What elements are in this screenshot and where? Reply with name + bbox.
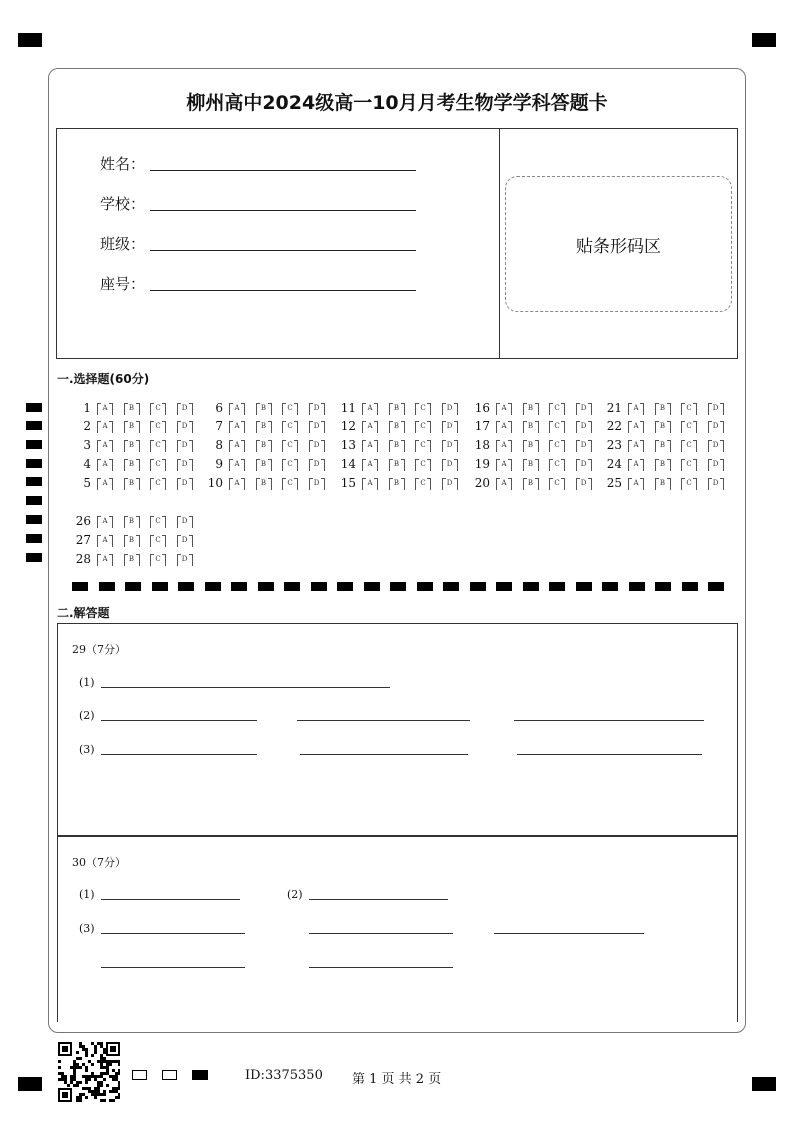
option-bubble-b[interactable]: B [124, 403, 140, 414]
option-bubble-c[interactable]: C [282, 459, 298, 470]
school-label: 学校： [100, 195, 146, 213]
timing-mark [26, 534, 42, 543]
q30-sub3-label: (3) [79, 922, 95, 935]
option-bubble-a[interactable]: A [628, 421, 644, 432]
option-bubble-c[interactable]: C [415, 459, 431, 470]
option-bubble-c[interactable]: C [150, 403, 166, 414]
separator-mark [629, 582, 645, 591]
separator-mark [443, 582, 459, 591]
question-number: 12 [340, 419, 356, 433]
corner-mark-top-right [752, 33, 776, 47]
option-bubble-b[interactable]: B [389, 421, 405, 432]
question-number: 14 [340, 457, 356, 471]
separator-mark [470, 582, 486, 591]
separator-mark [205, 582, 221, 591]
option-bubble-a[interactable]: A [97, 516, 113, 527]
option-bubble-b[interactable]: B [655, 403, 671, 414]
q30-sub3-line-d[interactable] [101, 967, 245, 968]
question-number: 18 [474, 438, 490, 452]
q29-sub1-label: (1) [79, 676, 95, 689]
option-bubble-c[interactable]: C [549, 459, 565, 470]
option-bubble-b[interactable]: B [256, 459, 272, 470]
option-bubble-b[interactable]: B [124, 440, 140, 451]
option-bubble-a[interactable]: A [362, 440, 378, 451]
option-bubble-b[interactable]: B [124, 516, 140, 527]
option-bubble-a[interactable]: A [97, 478, 113, 489]
card-id: ID:3375350 [245, 1068, 323, 1083]
option-bubble-b[interactable]: B [124, 535, 140, 546]
separator-mark [258, 582, 274, 591]
question-number: 1 [83, 401, 91, 415]
option-bubble-b[interactable]: B [523, 459, 539, 470]
option-bubble-a[interactable]: A [628, 478, 644, 489]
class-field[interactable] [150, 250, 416, 251]
barcode-sticker-area [505, 176, 732, 312]
question-number: 26 [75, 514, 91, 528]
option-bubble-c[interactable]: C [549, 440, 565, 451]
q30-sub3-line-e[interactable] [309, 967, 453, 968]
option-bubble-d[interactable]: D [708, 403, 724, 414]
option-bubble-c[interactable]: C [549, 421, 565, 432]
name-label: 姓名： [100, 155, 146, 173]
option-bubble-d[interactable]: D [708, 440, 724, 451]
section2-heading: 二.解答题 [57, 606, 110, 620]
separator-mark [152, 582, 168, 591]
option-bubble-a[interactable]: A [496, 440, 512, 451]
option-bubble-d[interactable]: D [708, 459, 724, 470]
option-bubble-a[interactable]: A [97, 403, 113, 414]
separator-mark [125, 582, 141, 591]
page-mark-2 [162, 1070, 177, 1080]
option-bubble-a[interactable]: A [97, 440, 113, 451]
option-bubble-b[interactable]: B [655, 440, 671, 451]
option-bubble-d[interactable]: D [177, 421, 193, 432]
option-bubble-d[interactable]: D [309, 403, 325, 414]
option-bubble-c[interactable]: C [150, 478, 166, 489]
option-bubble-d[interactable]: D [177, 535, 193, 546]
option-bubble-c[interactable]: C [415, 478, 431, 489]
option-bubble-c[interactable]: C [282, 403, 298, 414]
option-bubble-d[interactable]: D [309, 478, 325, 489]
option-bubble-b[interactable]: B [124, 459, 140, 470]
corner-mark-bottom-right [752, 1077, 776, 1091]
question-number: 27 [75, 533, 91, 547]
option-bubble-d[interactable]: D [309, 459, 325, 470]
separator-mark [496, 582, 512, 591]
question-number: 9 [215, 457, 223, 471]
q30-sub1-label: (1) [79, 888, 95, 901]
separator-mark [99, 582, 115, 591]
option-bubble-a[interactable]: A [229, 403, 245, 414]
q29-sub2-label: (2) [79, 709, 95, 722]
option-bubble-a[interactable]: A [97, 459, 113, 470]
question-number: 4 [83, 457, 91, 471]
option-bubble-d[interactable]: D [576, 478, 592, 489]
answer-box-q30[interactable] [57, 836, 738, 1022]
q29-sub2-line-b[interactable] [297, 720, 470, 721]
option-bubble-b[interactable]: B [523, 478, 539, 489]
option-bubble-b[interactable]: B [124, 421, 140, 432]
option-bubble-d[interactable]: D [309, 440, 325, 451]
timing-mark [26, 440, 42, 449]
option-bubble-d[interactable]: D [442, 421, 458, 432]
question-number: 21 [606, 401, 622, 415]
question-number: 11 [340, 401, 356, 415]
option-bubble-d[interactable]: D [708, 421, 724, 432]
option-bubble-a[interactable]: A [97, 554, 113, 565]
option-bubble-d[interactable]: D [177, 459, 193, 470]
q30-title: 30（7分） [72, 856, 126, 869]
timing-mark [26, 459, 42, 468]
option-bubble-a[interactable]: A [229, 440, 245, 451]
page-mark-1 [132, 1070, 147, 1080]
question-number: 7 [215, 419, 223, 433]
option-bubble-c[interactable]: C [549, 478, 565, 489]
option-bubble-a[interactable]: A [229, 459, 245, 470]
option-bubble-d[interactable]: D [177, 516, 193, 527]
question-number: 13 [340, 438, 356, 452]
option-bubble-c[interactable]: C [549, 403, 565, 414]
option-bubble-c[interactable]: C [150, 459, 166, 470]
option-bubble-d[interactable]: D [442, 440, 458, 451]
q29-title: 29（7分） [72, 643, 126, 656]
option-bubble-a[interactable]: A [628, 440, 644, 451]
q29-sub1-line[interactable] [101, 687, 390, 688]
option-bubble-a[interactable]: A [362, 403, 378, 414]
question-number: 3 [83, 438, 91, 452]
seat-field[interactable] [150, 290, 416, 291]
option-bubble-b[interactable]: B [655, 459, 671, 470]
question-number: 24 [606, 457, 622, 471]
option-bubble-a[interactable]: A [496, 459, 512, 470]
q30-sub2-line[interactable] [309, 899, 448, 900]
option-bubble-a[interactable]: A [496, 403, 512, 414]
option-bubble-d[interactable]: D [576, 459, 592, 470]
answer-box-q29[interactable] [57, 623, 738, 836]
q30-sub3-line-c[interactable] [494, 933, 644, 934]
option-bubble-b[interactable]: B [124, 554, 140, 565]
info-divider [499, 128, 500, 359]
q29-sub3-label: (3) [79, 743, 95, 756]
separator-mark [284, 582, 300, 591]
question-number: 22 [606, 419, 622, 433]
q29-sub2-line-a[interactable] [101, 720, 257, 721]
option-bubble-d[interactable]: D [177, 440, 193, 451]
option-bubble-c[interactable]: C [681, 459, 697, 470]
qr-code [58, 1042, 120, 1102]
option-bubble-b[interactable]: B [523, 440, 539, 451]
q30-sub1-line[interactable] [101, 899, 240, 900]
option-bubble-b[interactable]: B [389, 440, 405, 451]
school-field[interactable] [150, 210, 416, 211]
option-bubble-a[interactable]: A [362, 459, 378, 470]
question-number: 2 [83, 419, 91, 433]
option-bubble-d[interactable]: D [442, 459, 458, 470]
separator-mark [682, 582, 698, 591]
option-bubble-d[interactable]: D [576, 403, 592, 414]
question-number: 16 [474, 401, 490, 415]
class-label: 班级： [100, 235, 146, 253]
option-bubble-b[interactable]: B [389, 403, 405, 414]
question-number: 5 [83, 476, 91, 490]
separator-mark [708, 582, 724, 591]
name-field[interactable] [150, 170, 416, 171]
question-number: 17 [474, 419, 490, 433]
option-bubble-b[interactable]: B [523, 403, 539, 414]
option-bubble-d[interactable]: D [177, 554, 193, 565]
question-number: 6 [215, 401, 223, 415]
separator-mark [364, 582, 380, 591]
q30-sub3-line-a[interactable] [101, 933, 245, 934]
option-bubble-c[interactable]: C [681, 440, 697, 451]
separator-mark [311, 582, 327, 591]
option-bubble-d[interactable]: D [309, 421, 325, 432]
option-bubble-b[interactable]: B [389, 459, 405, 470]
separator-mark [178, 582, 194, 591]
timing-mark [26, 477, 42, 486]
option-bubble-a[interactable]: A [362, 478, 378, 489]
option-bubble-d[interactable]: D [177, 478, 193, 489]
option-bubble-c[interactable]: C [415, 440, 431, 451]
option-bubble-d[interactable]: D [177, 403, 193, 414]
timing-mark [26, 515, 42, 524]
option-bubble-c[interactable]: C [415, 403, 431, 414]
question-number: 23 [606, 438, 622, 452]
q29-sub3-line-a[interactable] [101, 754, 257, 755]
question-number: 25 [606, 476, 622, 490]
separator-mark [417, 582, 433, 591]
barcode-area-label: 贴条形码区 [576, 236, 661, 257]
option-bubble-a[interactable]: A [362, 421, 378, 432]
option-bubble-b[interactable]: B [124, 478, 140, 489]
option-bubble-a[interactable]: A [496, 421, 512, 432]
option-bubble-c[interactable]: C [681, 403, 697, 414]
option-bubble-d[interactable]: D [708, 478, 724, 489]
q29-sub3-line-b[interactable] [300, 754, 468, 755]
seat-label: 座号： [100, 275, 146, 293]
option-bubble-a[interactable]: A [97, 421, 113, 432]
option-bubble-c[interactable]: C [282, 478, 298, 489]
question-number: 19 [474, 457, 490, 471]
option-bubble-c[interactable]: C [282, 440, 298, 451]
page-mark-3 [192, 1070, 208, 1080]
option-bubble-c[interactable]: C [150, 440, 166, 451]
option-bubble-d[interactable]: D [442, 403, 458, 414]
page-indicator: 第 1 页 共 2 页 [352, 1072, 442, 1087]
question-number: 10 [207, 476, 223, 490]
question-number: 20 [474, 476, 490, 490]
option-bubble-a[interactable]: A [229, 421, 245, 432]
separator-mark [72, 582, 88, 591]
option-bubble-a[interactable]: A [97, 535, 113, 546]
option-bubble-a[interactable]: A [628, 403, 644, 414]
option-bubble-d[interactable]: D [576, 440, 592, 451]
separator-mark [549, 582, 565, 591]
option-bubble-c[interactable]: C [415, 421, 431, 432]
option-bubble-c[interactable]: C [681, 478, 697, 489]
corner-mark-bottom-left [18, 1077, 42, 1091]
option-bubble-b[interactable]: B [256, 440, 272, 451]
timing-mark [26, 421, 42, 430]
option-bubble-b[interactable]: B [655, 421, 671, 432]
q29-sub2-line-c[interactable] [514, 720, 704, 721]
option-bubble-d[interactable]: D [442, 478, 458, 489]
option-bubble-b[interactable]: B [523, 421, 539, 432]
option-bubble-b[interactable]: B [256, 478, 272, 489]
option-bubble-b[interactable]: B [655, 478, 671, 489]
option-bubble-c[interactable]: C [681, 421, 697, 432]
separator-mark [655, 582, 671, 591]
q30-sub2-label: (2) [287, 888, 303, 901]
timing-mark [26, 403, 42, 412]
option-bubble-b[interactable]: B [389, 478, 405, 489]
separator-mark [602, 582, 618, 591]
option-bubble-b[interactable]: B [256, 403, 272, 414]
option-bubble-a[interactable]: A [628, 459, 644, 470]
option-bubble-c[interactable]: C [282, 421, 298, 432]
timing-mark [26, 553, 42, 562]
corner-mark-top-left [18, 33, 42, 47]
option-bubble-c[interactable]: C [150, 554, 166, 565]
option-bubble-c[interactable]: C [150, 535, 166, 546]
option-bubble-d[interactable]: D [576, 421, 592, 432]
option-bubble-a[interactable]: A [229, 478, 245, 489]
question-number: 28 [75, 552, 91, 566]
separator-mark [337, 582, 353, 591]
option-bubble-b[interactable]: B [256, 421, 272, 432]
separator-mark [523, 582, 539, 591]
page-title: 柳州高中2024级高一10月月考生物学学科答题卡 [186, 92, 608, 114]
separator-mark [231, 582, 247, 591]
separator-mark [390, 582, 406, 591]
separator-mark [576, 582, 592, 591]
option-bubble-c[interactable]: C [150, 421, 166, 432]
section1-heading: 一.选择题(60分) [57, 372, 150, 386]
option-bubble-a[interactable]: A [496, 478, 512, 489]
option-bubble-c[interactable]: C [150, 516, 166, 527]
question-number: 15 [340, 476, 356, 490]
question-number: 8 [215, 438, 223, 452]
q29-sub3-line-c[interactable] [517, 754, 702, 755]
timing-mark [26, 496, 42, 505]
q30-sub3-line-b[interactable] [309, 933, 453, 934]
